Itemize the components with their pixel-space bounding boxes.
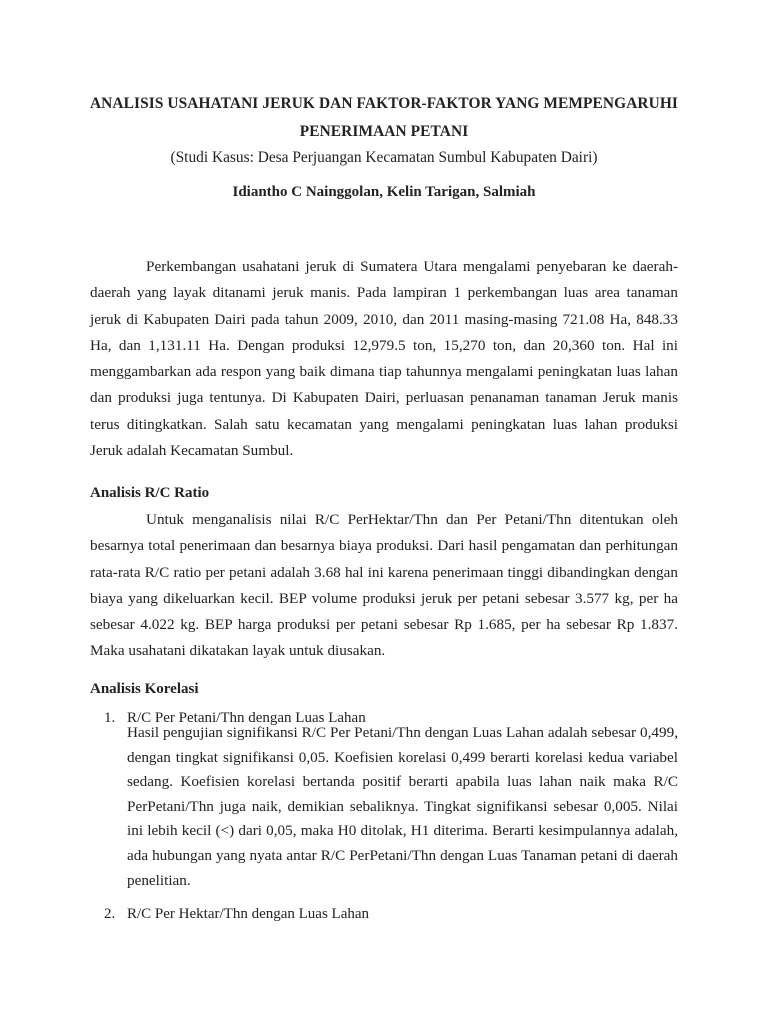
rc-ratio-paragraph: Untuk menganalisis nilai R/C PerHektar/Thn dan Per Petani/Thn ditentukan oleh besarnya total penerimaan dan besarnya biaya produksi. Dari hasil pengamatan dan perhitungan rata-rata R/C ratio per petani adalah 3.68 hal ini karena penerimaan tinggi dibandingkan dengan biaya yang dikeluarkan kecil. BEP volume produksi jeruk per petani sebesar 3.577 kg, per ha sebesar 4.022 kg. BEP harga produksi per petani sebesar Rp 1.685, per ha sebesar Rp 1.837. Maka usahatani dikatakan layak untuk diusakan. <box>90 511 678 660</box>
intro-paragraph: Perkembangan usahatani jeruk di Sumatera Utara mengalami penyebaran ke daerah-daerah yang layak ditanami jeruk manis. Pada lampiran 1 perkembangan luas area tanaman jeruk di Kabupaten Dairi pada tahun 2009, 2010, dan 2011 masing-masing 721.08 Ha, 848.33 Ha, dan 1,131.11 Ha. Dengan produksi 12,979.5 ton, 15,270 ton, dan 20,360 ton. Hal ini menggambarkan ada respon yang baik dimana tiap tahunnya mengalami peningkatan luas lahan dan produksi juga tentunya. Di Kabupaten Dairi, perluasan penanaman tanaman Jeruk manis terus ditingkatkan. Salah satu kecamatan yang mengalami peningkatan luas lahan produksi Jeruk adalah Kecamatan Sumbul. <box>90 258 678 460</box>
list-item-number: 2. <box>104 906 116 922</box>
list-item-body: Hasil pengujian signifikansi R/C Per Petani/Thn dengan Luas Lahan adalah sebesar 0,499, dengan tingkat signifikansi 0,05. Koefisien korelasi 0,499 berarti korelasi kedua variabel sedang. Koefisien korelasi bertanda positif berarti apabila luas lahan naik maka R/C PerPetani/Thn juga naik, demikian sebaliknya. Tingkat signifikansi sebesar 0,005. Nilai ini lebih kecil (<) dari 0,05, maka H0 ditolak, H1 diterima. Berarti kesimpulannya adalah, ada hubungan yang nyata antar R/C PerPetani/Thn dengan Luas Tanaman petani di daerah penelitian. <box>127 724 678 889</box>
section-heading-korelasi: Analisis Korelasi <box>90 681 199 697</box>
paper-title: ANALISIS USAHATANI JERUK DAN FAKTOR-FAKTOR YANG MEMPENGARUHI PENERIMAAN PETANI <box>89 95 679 140</box>
list-item-title: R/C Per Hektar/Thn dengan Luas Lahan <box>127 906 370 922</box>
paper-authors: Idiantho C Nainggolan, Kelin Tarigan, Salmiah <box>232 184 536 200</box>
list-item-title: R/C Per Petani/Thn dengan Luas Lahan <box>127 710 366 726</box>
paper-subtitle: (Studi Kasus: Desa Perjuangan Kecamatan Sumbul Kabupaten Dairi) <box>170 149 598 166</box>
section-heading-rc-ratio: Analisis R/C Ratio <box>90 485 210 501</box>
list-item-number: 1. <box>104 710 116 726</box>
